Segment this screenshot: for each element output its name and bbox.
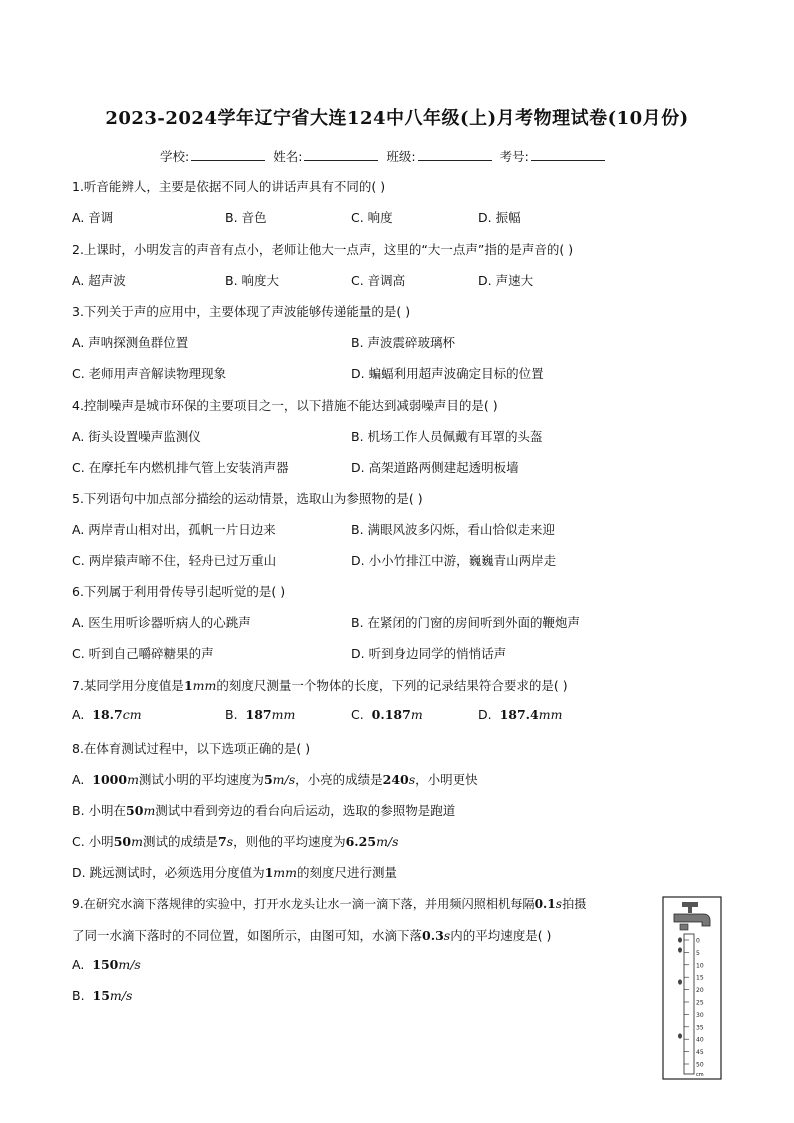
option-text: ，小亮的成绩是 — [295, 772, 383, 787]
name-blank — [304, 148, 378, 161]
question-8-stem: 8.在体育测试过程中，以下选项正确的是( ) — [72, 741, 311, 756]
option-unit: mm — [538, 707, 563, 722]
ruler-tick-label: 0 — [696, 937, 700, 945]
q1-option-c: C. 响度 — [351, 210, 393, 225]
question-2-stem: 2.上课时，小明发言的声音有点小，老师让他大一点声，这里的“大一点声”指的是声音的( ) — [72, 242, 574, 257]
q3-option-c: C. 老师用声音解读物理现象 — [72, 366, 227, 381]
ruler-tick-label: 10 — [696, 962, 704, 970]
class-blank — [418, 148, 492, 161]
option-letter: D. — [478, 707, 492, 722]
q9-text-end: 内的平均速度是( ) — [450, 928, 552, 943]
option-number: 150 — [92, 957, 119, 972]
q2-option-d: D. 声速大 — [478, 273, 534, 288]
ruler-tick-label: 35 — [696, 1024, 704, 1032]
q5-option-b: B. 满眼风波多闪烁，看山恰似走来迎 — [351, 522, 556, 537]
q4-option-a: A. 街头设置噪声监测仪 — [72, 429, 201, 444]
option-letter: B. — [225, 707, 238, 722]
q4-option-c: C. 在摩托车内燃机排气管上安装消声器 — [72, 460, 289, 475]
q3-option-b: B. 声波震碎玻璃杯 — [351, 335, 456, 350]
option-letter: C. — [351, 707, 364, 722]
option-unit: m/s — [109, 988, 133, 1003]
option-letter: A. — [72, 707, 85, 722]
option-unit: m/s — [272, 772, 296, 787]
option-unit: m — [410, 707, 423, 722]
q8-option-c — [72, 832, 399, 850]
q6-option-d: D. 听到身边同学的悄悄话声 — [351, 646, 507, 661]
q2-option-c: C. 音调高 — [351, 273, 406, 288]
q9-number: 0.3 — [422, 928, 444, 943]
option-number: 187.4 — [499, 707, 539, 722]
water-drop-icon — [678, 1033, 682, 1038]
ruler — [684, 934, 694, 1074]
q5-option-d: D. 小小竹排江中游，巍巍青山两岸走 — [351, 553, 557, 568]
ruler-tick-label: 25 — [696, 999, 704, 1007]
school-blank — [191, 148, 265, 161]
option-text: 测试小明的平均速度为 — [138, 772, 264, 787]
option-unit: mm — [273, 865, 297, 880]
option-letter: A. — [72, 772, 85, 787]
option-number: 7 — [217, 834, 227, 849]
q7-option-b — [225, 707, 295, 722]
option-text: C. 小明 — [72, 834, 114, 849]
q7-option-a — [72, 707, 142, 722]
faucet-ruler-figure — [662, 896, 722, 1080]
q8-option-a — [72, 770, 478, 788]
water-drop-icon — [678, 937, 682, 942]
q9-text: 9.在研究水滴下落规律的实验中，打开水龙头让水一滴一滴下落，并用频闪照相机每隔 — [72, 897, 535, 911]
option-number: 1 — [264, 865, 274, 880]
q8-option-b — [72, 801, 455, 819]
exam-no-blank — [531, 148, 605, 161]
question-5-stem: 5.下列语句中加点部分描绘的运动情景，选取山为参照物的是( ) — [72, 491, 423, 506]
option-number: 5 — [263, 772, 273, 787]
q1-option-b: B. 音色 — [225, 210, 267, 225]
option-unit: cm — [122, 707, 142, 722]
option-text: 的刻度尺进行测量 — [297, 865, 398, 880]
q1-option-d: D. 振幅 — [478, 210, 521, 225]
question-7-stem — [72, 676, 568, 694]
q7-option-d — [478, 707, 562, 722]
option-text: 测试中看到旁边的看台向后运动，选取的参照物是跑道 — [155, 803, 456, 818]
q9-unit: s — [555, 897, 563, 911]
q9-option-b — [72, 988, 132, 1003]
ruler-tick-label: 30 — [696, 1011, 704, 1019]
question-1-stem: 1.听音能辨人，主要是依据不同人的讲话声具有不同的( ) — [72, 179, 386, 194]
option-unit: m — [131, 834, 143, 849]
q9-unit: s — [443, 928, 451, 943]
q7-option-c — [351, 707, 423, 722]
question-9-stem-line-2 — [72, 926, 551, 944]
option-unit: s — [226, 834, 234, 849]
option-letter: A. — [72, 957, 85, 972]
class-label: 班级: — [386, 149, 416, 164]
q5-option-c: C. 两岸猿声啼不住，轻舟已过万重山 — [72, 553, 277, 568]
school-label: 学校: — [160, 149, 190, 164]
ruler-tick-label: 15 — [696, 974, 704, 982]
question-4-stem: 4.控制噪声是城市环保的主要项目之一，以下措施不能达到减弱噪声目的是( ) — [72, 398, 498, 413]
q2-option-a: A. 超声波 — [72, 273, 126, 288]
q4-option-b: B. 机场工作人员佩戴有耳罩的头盔 — [351, 429, 543, 444]
option-unit: mm — [271, 707, 296, 722]
q9-option-a — [72, 957, 141, 972]
ruler-tick-label: 5 — [696, 949, 700, 957]
student-info-line — [160, 147, 609, 165]
option-letter: B. — [72, 988, 85, 1003]
option-number: 50 — [126, 803, 144, 818]
q9-number: 0.1 — [534, 897, 556, 911]
option-number: 50 — [113, 834, 132, 849]
ruler-tick-label: 50 — [696, 1061, 704, 1069]
q6-option-b: B. 在紧闭的门窗的房间听到外面的鞭炮声 — [351, 615, 581, 630]
option-number: 0.187 — [371, 707, 411, 722]
page-title: 2023-2024学年辽宁省大连124中八年级(上)月考物理试卷(10月份) — [105, 108, 689, 129]
question-3-stem: 3.下列关于声的应用中，主要体现了声波能够传递能量的是( ) — [72, 304, 411, 319]
name-label: 姓名: — [273, 149, 303, 164]
option-unit: m — [127, 772, 139, 787]
q3-option-d: D. 蝙蝠利用超声波确定目标的位置 — [351, 366, 544, 381]
q6-option-a: A. 医生用听诊器听病人的心跳声 — [72, 615, 251, 630]
option-number: 240 — [382, 772, 409, 787]
water-drop-icon — [678, 979, 682, 984]
question-6-stem: 6.下列属于利用骨传导引起听觉的是( ) — [72, 584, 286, 599]
ruler-tick-label: 45 — [696, 1049, 704, 1057]
exam-no-label: 考号: — [499, 149, 529, 164]
q3-option-a: A. 声呐探测鱼群位置 — [72, 335, 189, 350]
q7-stem-text: 7.某同学用分度值是 — [72, 678, 184, 693]
ruler-tick-label: 40 — [696, 1036, 704, 1044]
option-unit: m/s — [118, 957, 141, 972]
option-number: 6.25 — [345, 834, 377, 849]
q6-option-c: C. 听到自己嚼碎糖果的声 — [72, 646, 214, 661]
ruler-tick-label: 20 — [696, 987, 704, 995]
option-text: D. 跳远测试时，必须选用分度值为 — [72, 865, 265, 880]
option-unit: s — [408, 772, 416, 787]
q5-option-a: A. 两岸青山相对出，孤帆一片日边来 — [72, 522, 276, 537]
option-text: ，小明更快 — [415, 772, 478, 787]
q7-stem-text-end: 的刻度尺测量一个物体的长度，下列的记录结果符合要求的是( ) — [216, 678, 568, 693]
option-number: 18.7 — [92, 707, 123, 722]
option-number: 1000 — [92, 772, 128, 787]
q7-stem-unit: mm — [192, 678, 217, 693]
option-number: 187 — [245, 707, 272, 722]
option-text: B. 小明在 — [72, 803, 127, 818]
q9-text-end: 拍摄 — [562, 897, 587, 911]
option-unit: m — [143, 803, 156, 818]
option-number: 15 — [92, 988, 110, 1003]
option-text: ，则他的平均速度为 — [233, 834, 346, 849]
q1-option-a: A. 音调 — [72, 210, 114, 225]
q4-option-d: D. 高架道路两侧建起透明板墙 — [351, 460, 519, 475]
q9-text: 了同一水滴下落时的不同位置，如图所示，由图可知，水滴下落 — [72, 928, 423, 943]
q2-option-b: B. 响度大 — [225, 273, 280, 288]
q8-option-d — [72, 863, 397, 881]
option-text: 测试的成绩是 — [142, 834, 218, 849]
q7-stem-number: 1 — [183, 678, 193, 693]
question-9-stem-line-1 — [72, 895, 586, 912]
water-drop-icon — [678, 947, 682, 952]
ruler-unit: cm — [696, 1072, 704, 1078]
option-unit: m/s — [376, 834, 399, 849]
